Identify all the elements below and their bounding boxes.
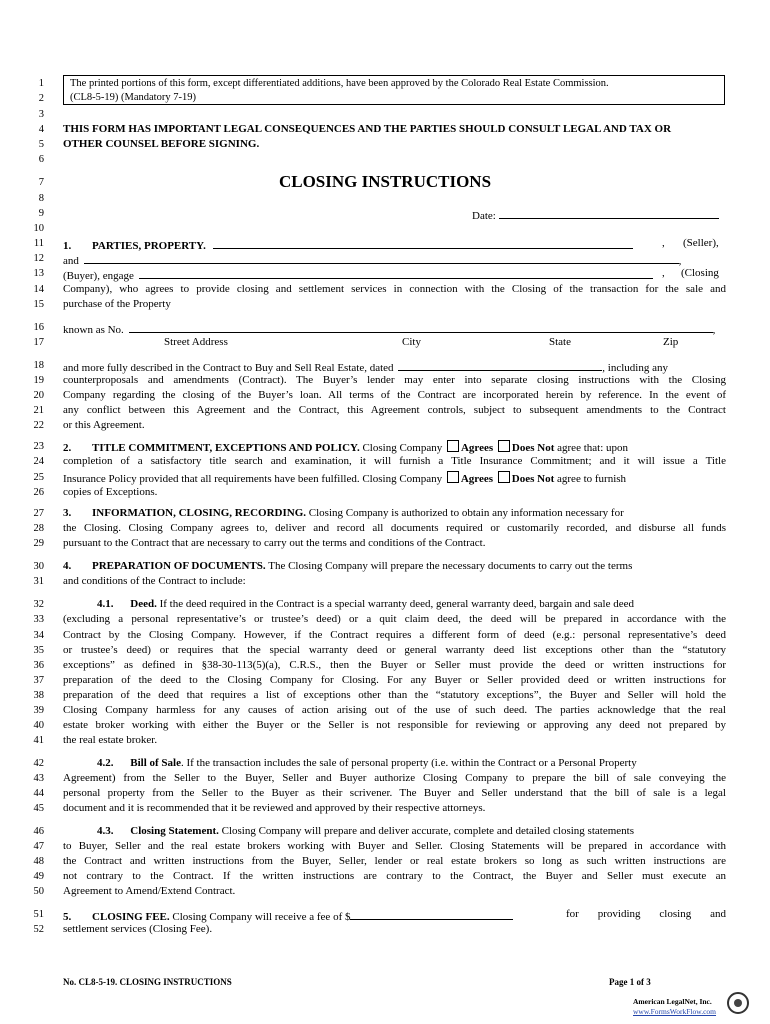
- line-number: 9: [38, 208, 44, 219]
- section-4-3-number: 4.3.: [97, 825, 114, 837]
- does-not-label: Does Not: [511, 442, 555, 454]
- line-number: 49: [33, 871, 44, 882]
- section-2-line-24: completion of a satisfactory title search and examination, it will furnish a Title Insurance Commitment; and it will issue a Title: [63, 455, 726, 467]
- agree-to-furnish-label: agree to furnish: [557, 473, 627, 485]
- line-number: 10: [33, 223, 44, 234]
- closing-comma: ,: [662, 267, 665, 279]
- form-code-line: (CL8-5-19) (Mandatory 7-19): [70, 92, 196, 103]
- section-1-line-11: [63, 237, 633, 252]
- line-20: Company regarding the closing of the Buyer’s loan. All terms of the Contract are incorporated herein by reference. In the event of: [63, 389, 726, 401]
- section-3-text: Closing Company is authorized to obtain any information necessary for: [308, 507, 624, 519]
- line-number: 22: [33, 420, 44, 431]
- section-2-line-23: [63, 440, 628, 454]
- section-4-2-number: 4.2.: [97, 757, 114, 769]
- section-4-3-line-47: to Buyer, Seller and the real estate brokers working with Buyer and Seller. Closing Statements will be prepared in accordance with: [63, 840, 726, 852]
- line-number: 6: [38, 154, 44, 165]
- line-21: any conflict between this Agreement and the Contract, this Agreement controls, subject to subsequent amendments to the Contract: [63, 404, 726, 416]
- section-5-line-51: [63, 908, 513, 923]
- line-number: 19: [33, 375, 44, 386]
- line-number: 26: [33, 487, 44, 498]
- section-4-1-line-40: estate broker working with either the Buyer or the Seller is not responsible for reviewing or approving any deed not prepared by: [63, 719, 726, 731]
- logo-url-link[interactable]: www.FormsWorkFlow.com: [633, 1007, 717, 1016]
- section-4-3-line-48: the Contract and written instructions from the Buyer, Seller, lender or real estate brokers so long as such written instructions are: [63, 855, 726, 867]
- section-4-line-31: and conditions of the Contract to include:: [63, 575, 246, 587]
- legalnet-logo-icon: [727, 992, 749, 1014]
- section-3-heading: INFORMATION, CLOSING, RECORDING.: [92, 507, 307, 519]
- section-4-line-30: [63, 560, 632, 572]
- insurance-policy-text: Insurance Policy provided that all requirements have been fulfilled. Closing Company: [63, 473, 443, 485]
- line-number: 39: [33, 705, 44, 716]
- section-4-2-line-45: document and it is recommended that it be reviewed and approved by their respective attorneys.: [63, 802, 486, 814]
- agrees-checkbox[interactable]: [447, 440, 459, 452]
- section-2-heading: TITLE COMMITMENT, EXCEPTIONS AND POLICY.: [92, 442, 360, 454]
- line-number: 31: [33, 576, 44, 587]
- section-4-1-number: 4.1.: [97, 598, 114, 610]
- line-number: 33: [33, 614, 44, 625]
- section-1-heading: PARTIES, PROPERTY.: [92, 240, 206, 252]
- zip-label: Zip: [663, 336, 679, 348]
- line-number: 34: [33, 630, 44, 641]
- does-not-checkbox[interactable]: [498, 440, 510, 452]
- section-1-line-15: purchase of the Property: [63, 298, 171, 310]
- line-number: 20: [33, 390, 44, 401]
- street-address-label: Street Address: [164, 336, 228, 348]
- section-4-1-heading: Deed.: [130, 598, 157, 610]
- line-number: 27: [33, 508, 44, 519]
- section-4-3-line-50: Agreement to Amend/Extend Contract.: [63, 885, 236, 897]
- state-label: State: [549, 336, 571, 348]
- contract-dated-label: and more fully described in the Contract to Buy and Sell Real Estate, dated: [63, 362, 394, 374]
- line-number: 46: [33, 826, 44, 837]
- section-4-1-text: If the deed required in the Contract is a special warranty deed, general warranty deed, bargain and sale deed: [159, 598, 634, 610]
- seller-comma: ,: [662, 237, 665, 249]
- document-title: CLOSING INSTRUCTIONS: [278, 172, 492, 191]
- page-number: Page 1 of 3: [609, 977, 651, 987]
- agree-that-label: agree that: upon: [557, 442, 629, 454]
- section-1-line-12: and ,: [63, 252, 681, 267]
- line-19: counterproposals and amendments (Contract). The Buyer’s lender may enter into separate closing instructions with the Closing: [63, 374, 726, 386]
- line-number: 29: [33, 538, 44, 549]
- section-4-3-line-46: [97, 825, 634, 837]
- line-number: 38: [33, 690, 44, 701]
- line-number: 41: [33, 735, 44, 746]
- city-label: City: [402, 336, 421, 348]
- exceptions-does-not-checkbox[interactable]: [498, 471, 510, 483]
- line-number: 30: [33, 561, 44, 572]
- section-4-3-text: Closing Company will prepare and deliver accurate, complete and detailed closing statements: [221, 825, 634, 837]
- line-number: 32: [33, 599, 44, 610]
- section-3-line-29: pursuant to the Contract that are necessary to carry out the terms and conditions of the Contract.: [63, 537, 486, 549]
- section-4-heading: PREPARATION OF DOCUMENTS.: [92, 560, 266, 572]
- section-3-number: 3.: [63, 507, 72, 519]
- section-4-1-line-34: Contract by the Closing Company. However, if the Contract requires a different form of deed (e.g.: personal representative’s deed: [63, 629, 726, 641]
- does-not-label: Does Not: [511, 473, 555, 485]
- buyer-engage-label: (Buyer), engage: [63, 270, 134, 282]
- known-as-label: known as No.: [63, 324, 124, 336]
- line-number: 40: [33, 720, 44, 731]
- section-4-2-heading: Bill of Sale: [130, 757, 181, 769]
- line-18: [63, 359, 668, 374]
- line-number: 47: [33, 841, 44, 852]
- closing-fee-field[interactable]: [350, 908, 513, 920]
- approval-notice-box: [63, 75, 725, 105]
- section-4-1-line-33: (excluding a personal representative’s or trustee’s deed) or a quit claim deed, the deed will be prepared in accordance with the: [63, 613, 726, 625]
- property-address-field[interactable]: [129, 321, 713, 333]
- line-number: 28: [33, 523, 44, 534]
- section-5-number: 5.: [63, 911, 72, 923]
- closing-company-label: Closing Company: [362, 442, 443, 454]
- section-2-number: 2.: [63, 442, 72, 454]
- closing-company-field[interactable]: [139, 267, 653, 279]
- section-4-text: The Closing Company will prepare the necessary documents to carry out the terms: [268, 560, 633, 572]
- line-number: 52: [33, 924, 44, 935]
- line-number: 48: [33, 856, 44, 867]
- closing-company-label: (Closing: [681, 267, 719, 279]
- approval-notice-line: The printed portions of this form, except differentiated additions, have been approved by the Colorado Real Estate Commission.: [70, 78, 609, 89]
- line-number: 7: [38, 177, 44, 188]
- line-number: 16: [33, 322, 44, 333]
- line-number: 45: [33, 803, 44, 814]
- including-any-label: , including any: [602, 362, 668, 374]
- and-label: and: [63, 255, 79, 267]
- line-number: 25: [33, 472, 44, 483]
- section-4-1-line-39: Closing Company harmless for any causes of action arising out of the use of such deed. The parties acknowledge that the real: [63, 704, 726, 716]
- section-4-1-line-37: preparation of the deed to the Closing Company for Closing. For any Buyer or Seller provided deed or written instructions for: [63, 674, 726, 686]
- line-number: 23: [33, 441, 44, 452]
- footer-form-id: No. CL8-5-19. CLOSING INSTRUCTIONS: [63, 977, 232, 987]
- line-number: 14: [33, 284, 44, 295]
- line-number: 50: [33, 886, 44, 897]
- line-number: 13: [33, 268, 44, 279]
- line-number: 37: [33, 675, 44, 686]
- line-number: 12: [33, 253, 44, 264]
- agrees-label: Agrees: [460, 442, 494, 454]
- section-4-1-line-32: [97, 598, 634, 610]
- section-4-2-line-42: [97, 757, 637, 769]
- line-22: or this Agreement.: [63, 419, 145, 431]
- seller-label: (Seller),: [683, 237, 719, 249]
- line-number: 35: [33, 645, 44, 656]
- section-1-line-14: Company), who agrees to provide closing and settlement services in connection with the Closing of the transaction for the sale and: [63, 283, 726, 295]
- exceptions-agrees-checkbox[interactable]: [447, 471, 459, 483]
- line-number: 21: [33, 405, 44, 416]
- line-number: 24: [33, 456, 44, 467]
- date-label: Date:: [472, 210, 496, 222]
- section-1-line-16: known as No. ,: [63, 321, 715, 336]
- line-number: 5: [38, 139, 44, 150]
- legal-warning: THIS FORM HAS IMPORTANT LEGAL CONSEQUENCES AND THE PARTIES SHOULD CONSULT LEGAL AND TAX OR: [63, 123, 672, 135]
- line-number: 8: [38, 193, 44, 204]
- line-number: 3: [38, 109, 44, 120]
- section-5-line-52: settlement services (Closing Fee).: [63, 923, 213, 935]
- line-number: 18: [33, 360, 44, 371]
- line-number: 36: [33, 660, 44, 671]
- line-number: 11: [33, 238, 44, 249]
- line-number: 1: [38, 78, 44, 89]
- section-3-line-27: [63, 507, 624, 519]
- section-4-1-line-41: the real estate broker.: [63, 734, 158, 746]
- section-4-1-line-36: exceptions” as defined in §38-30-113(5)(a), C.R.S., then the Buyer or Seller must provide the deed or written instructions for: [63, 659, 726, 671]
- legal-warning-cont: OTHER COUNSEL BEFORE SIGNING.: [63, 138, 260, 150]
- agrees-label: Agrees: [460, 473, 494, 485]
- date-line: [472, 207, 719, 222]
- section-1-number: 1.: [63, 240, 72, 252]
- date-field[interactable]: [499, 207, 719, 219]
- section-4-2-line-43: Agreement) from the Seller to the Buyer, Seller and Buyer authorize Closing Company to prepare the bill of sale conveying the: [63, 772, 726, 784]
- section-4-3-line-49: not contrary to the Contract. If the written instructions are contrary to the Contract, the Buyer and Seller must execute an: [63, 870, 726, 882]
- section-4-3-heading: Closing Statement.: [130, 825, 219, 837]
- section-5-heading: CLOSING FEE.: [92, 911, 170, 923]
- line-number: 17: [33, 337, 44, 348]
- contract-date-field[interactable]: [398, 359, 602, 371]
- closing-fee-text: Closing Company will receive a fee of $: [172, 911, 351, 923]
- logo-company-name: American LegalNet, Inc.: [633, 997, 712, 1006]
- line-number: 4: [38, 124, 44, 135]
- section-4-1-line-35: or trustee’s deed) or requires that the special warranty deed or general warranty deed list exceptions other than the “statutory: [63, 644, 726, 656]
- line-number: 15: [33, 299, 44, 310]
- line-number: 51: [33, 909, 44, 920]
- line-number: 2: [38, 93, 44, 104]
- line-number: 42: [33, 758, 44, 769]
- co-party-field[interactable]: [84, 252, 679, 264]
- section-4-number: 4.: [63, 560, 72, 572]
- section-2-line-26: copies of Exceptions.: [63, 486, 158, 498]
- section-4-2-line-44: personal property from the Seller to the Buyer as their scrivener. The Buyer and Seller understand that the bill of sale is a legal: [63, 787, 726, 799]
- section-3-line-28: the Closing. Closing Company agrees to, deliver and record all documents required or customarily recorded, and disburse all funds: [63, 522, 726, 534]
- line-number: 44: [33, 788, 44, 799]
- section-4-2-text: . If the transaction includes the sale of personal property (i.e. within the Contract or a Personal Property: [180, 757, 637, 769]
- line-number: 43: [33, 773, 44, 784]
- section-2-line-25: [63, 471, 626, 485]
- section-4-1-line-38: preparation of the deed that requires a list of exceptions other than the “statutory exceptions”, the Buyer and Seller will hold the: [63, 689, 726, 701]
- section-1-line-13: [63, 267, 653, 282]
- seller-field[interactable]: [213, 237, 633, 249]
- closing-fee-tail: for providing closing and: [566, 908, 726, 920]
